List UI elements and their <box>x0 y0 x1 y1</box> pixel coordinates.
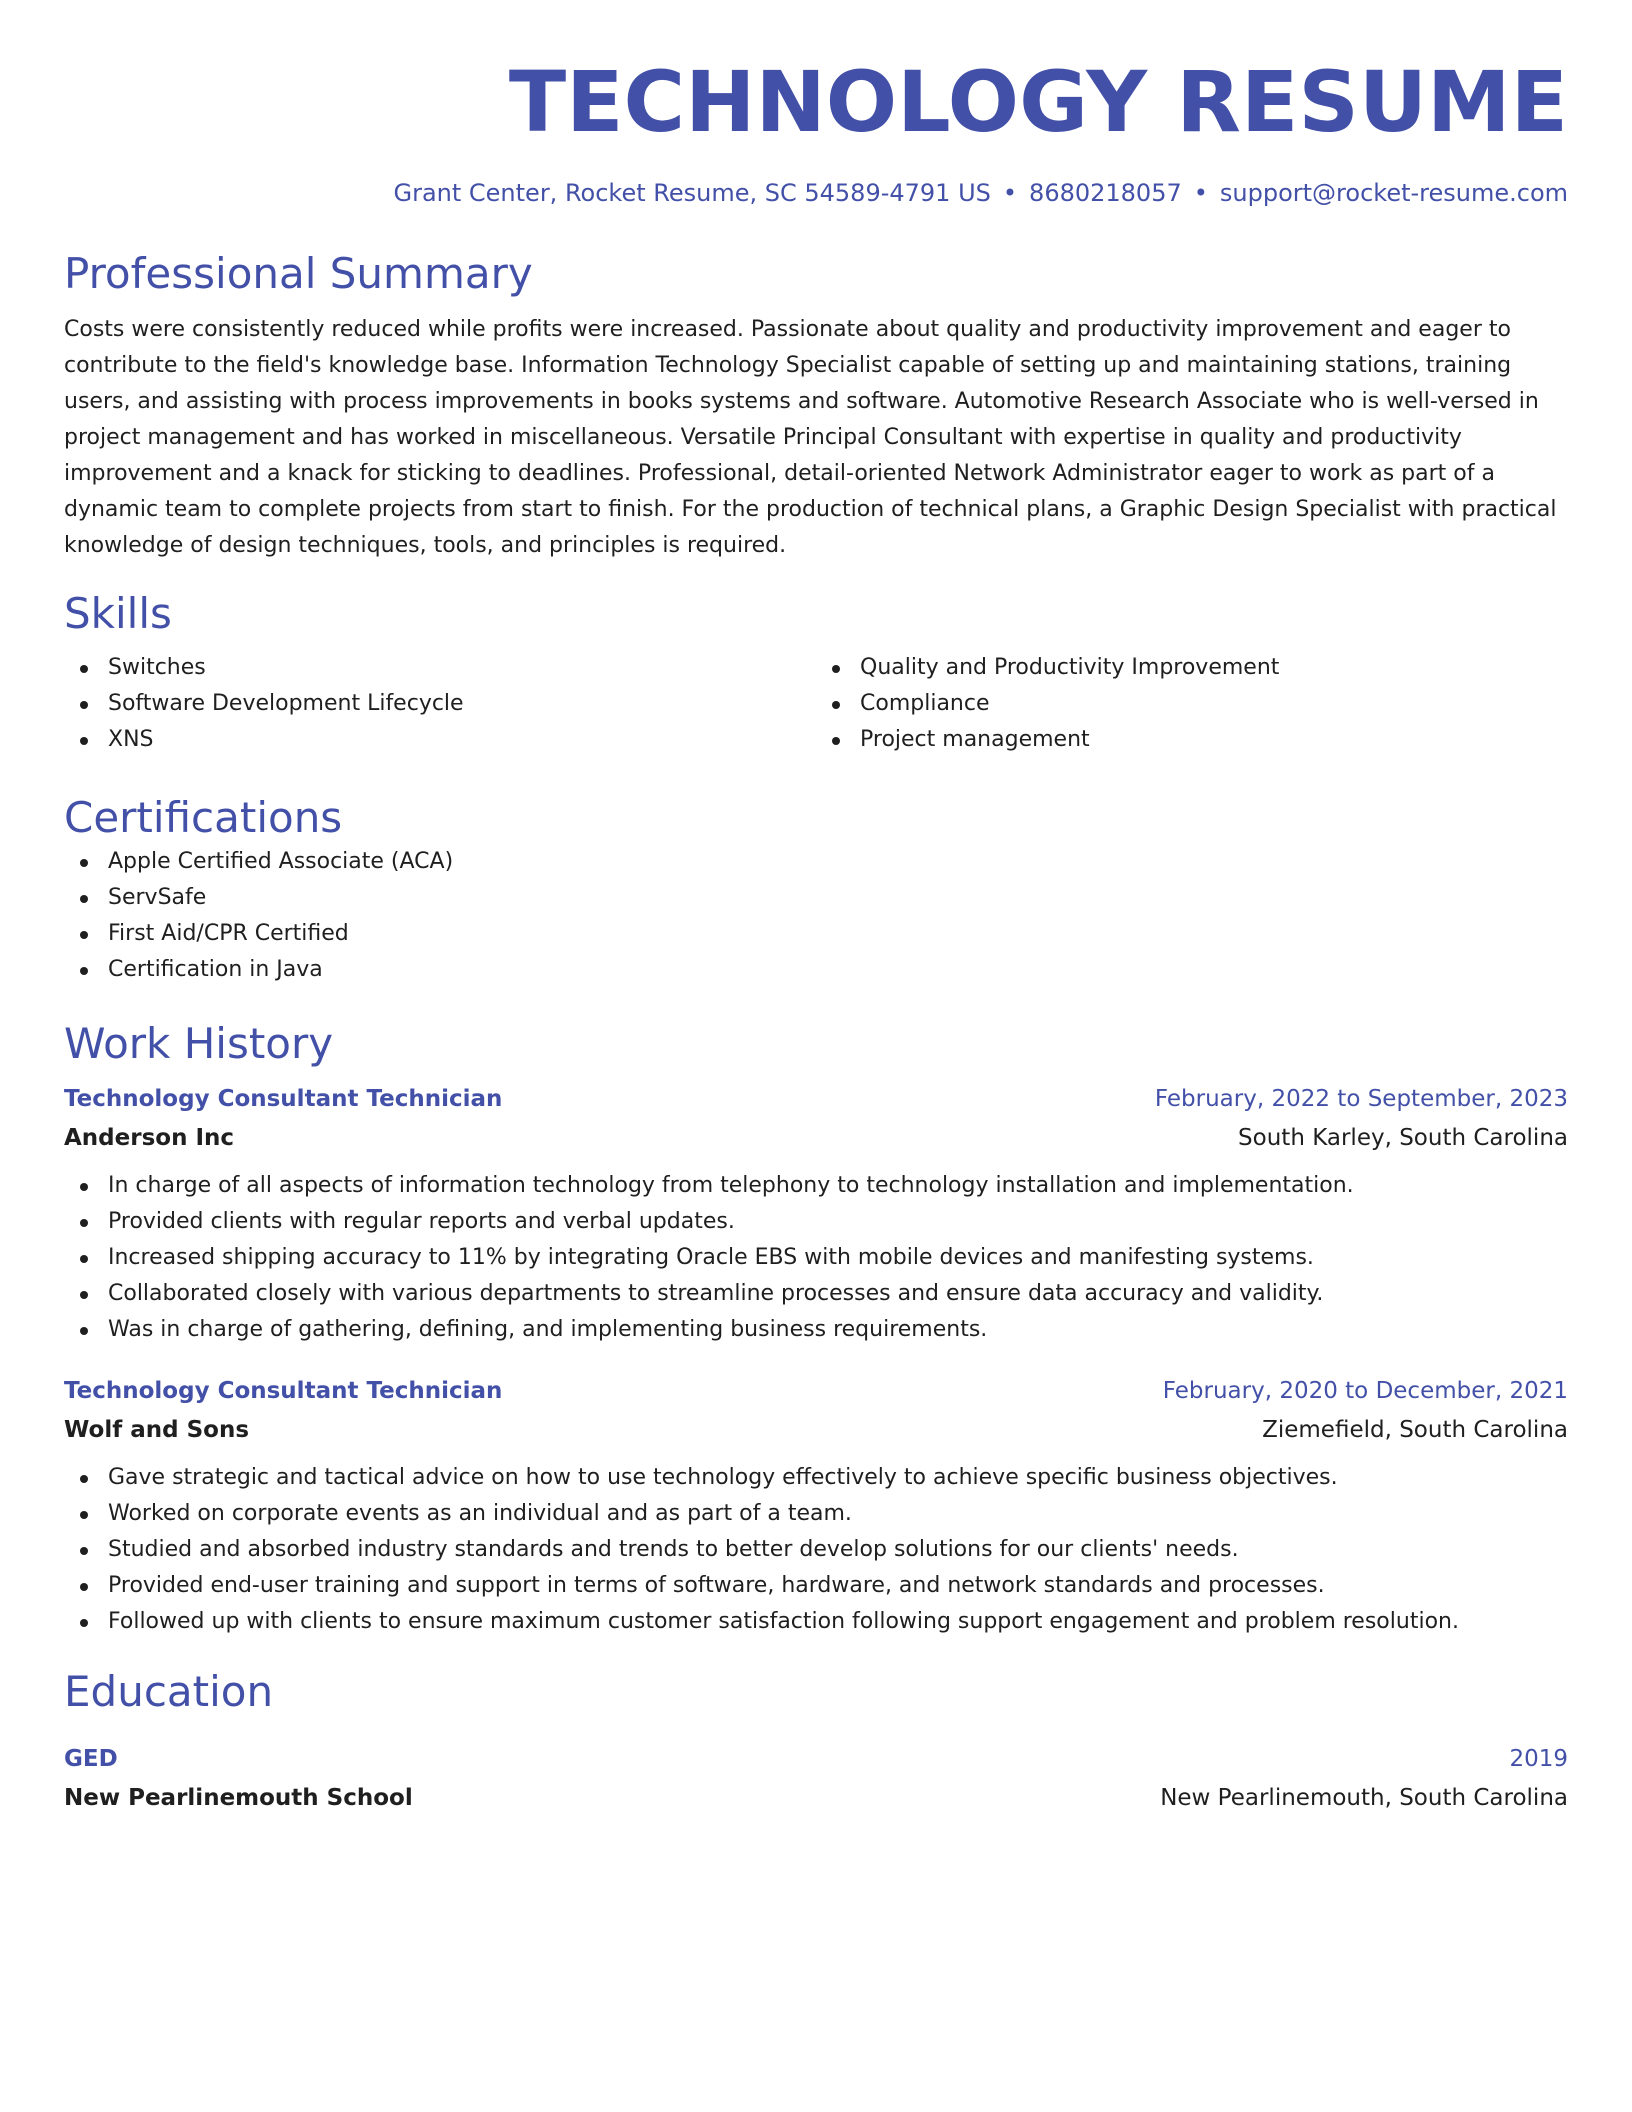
skills-heading: Skills <box>64 589 172 638</box>
job-dates: February, 2020 to December, 2021 <box>1162 1378 1568 1404</box>
contact-email: support@rocket-resume.com <box>1219 179 1568 207</box>
job-dates: February, 2022 to September, 2023 <box>1154 1086 1568 1112</box>
certification-item: Apple Certified Associate (ACA) <box>64 844 1568 880</box>
job-title: Technology Consultant Technician <box>64 1086 503 1112</box>
job-company: Anderson Inc <box>64 1125 235 1151</box>
certifications-list <box>64 844 1568 988</box>
summary-heading: Professional Summary <box>64 249 533 298</box>
job-bullet: Increased shipping accuracy to 11% by integrating Oracle EBS with mobile devices and manifesting systems. <box>64 1240 1568 1276</box>
contact-address: Grant Center, Rocket Resume, SC 54589-4791 US <box>393 179 991 207</box>
contact-line <box>64 176 1568 210</box>
skills-list-left <box>64 650 816 758</box>
certification-item: Certification in Java <box>64 952 1568 988</box>
work-history-heading: Work History <box>64 1019 334 1068</box>
job-bullet: Provided end-user training and support in terms of software, hardware, and network standards and processes. <box>64 1568 1568 1604</box>
skills-section <box>64 588 1568 758</box>
skill-item: Software Development Lifecycle <box>64 686 816 722</box>
job-bullet: Gave strategic and tactical advice on how to use technology effectively to achieve specific business objectives. <box>64 1460 1568 1496</box>
certification-item: First Aid/CPR Certified <box>64 916 1568 952</box>
job-bullet: Collaborated closely with various departments to streamline processes and ensure data accuracy and validity. <box>64 1276 1568 1312</box>
job-bullets <box>64 1168 1568 1348</box>
skills-list-right <box>816 650 1568 758</box>
contact-phone: 8680218057 <box>1029 179 1182 207</box>
contact-separator: • <box>1193 179 1208 207</box>
skills-grid <box>64 650 1568 758</box>
education-section <box>64 1666 1568 1818</box>
skill-item: XNS <box>64 722 816 758</box>
job-bullet: Provided clients with regular reports and verbal updates. <box>64 1204 1568 1240</box>
job-bullet: Was in charge of gathering, defining, and implementing business requirements. <box>64 1312 1568 1348</box>
work-history-section <box>64 1018 1568 1640</box>
education-entry <box>64 1740 1568 1818</box>
education-location: New Pearlinemouth, South Carolina <box>1160 1785 1568 1811</box>
job-bullet: Studied and absorbed industry standards and trends to better develop solutions for our clients' needs. <box>64 1532 1568 1568</box>
education-year: 2019 <box>1509 1746 1568 1772</box>
education-degree: GED <box>64 1746 118 1772</box>
certifications-section <box>64 792 1568 988</box>
skill-item: Project management <box>816 722 1568 758</box>
resume-title: TECHNOLOGY RESUME <box>508 53 1568 151</box>
skill-item: Switches <box>64 650 816 686</box>
contact-separator: • <box>1002 179 1018 207</box>
job-location: Ziemefield, South Carolina <box>1262 1417 1568 1443</box>
job-location: South Karley, South Carolina <box>1238 1125 1568 1151</box>
skill-item: Compliance <box>816 686 1568 722</box>
certification-item: ServSafe <box>64 880 1568 916</box>
job-bullet: In charge of all aspects of information technology from telephony to technology installation and implementation. <box>64 1168 1568 1204</box>
certifications-heading: Certifications <box>64 793 343 842</box>
job-bullet: Followed up with clients to ensure maximum customer satisfaction following support engagement and problem resolution. <box>64 1604 1568 1640</box>
summary-section <box>64 248 1568 564</box>
skill-item: Quality and Productivity Improvement <box>816 650 1568 686</box>
education-school: New Pearlinemouth School <box>64 1785 413 1811</box>
summary-text: Costs were consistently reduced while profits were increased. Passionate about quality and productivity improvement and eager to contribute to the field's knowledge base. Information Technology Specialist capable of setting up and maintaining stations, training users, and assisting with process improvements in books systems and software. Automotive Research Associate who is well-versed in project management and has worked in miscellaneous. Versatile Principal Consultant with expertise in quality and productivity improvement and a knack for sticking to deadlines. Professional, detail-oriented Network Administrator eager to work as part of a dynamic team to complete projects from start to finish. For the production of technical plans, a Graphic Design Specialist with practical knowledge of design techniques, tools, and principles is required. <box>64 317 1557 558</box>
education-heading: Education <box>64 1667 274 1716</box>
job-bullets <box>64 1460 1568 1640</box>
job-company: Wolf and Sons <box>64 1417 250 1443</box>
job-entry <box>64 1372 1568 1640</box>
job-bullet: Worked on corporate events as an individual and as part of a team. <box>64 1496 1568 1532</box>
job-title: Technology Consultant Technician <box>64 1378 503 1404</box>
job-entry <box>64 1080 1568 1348</box>
